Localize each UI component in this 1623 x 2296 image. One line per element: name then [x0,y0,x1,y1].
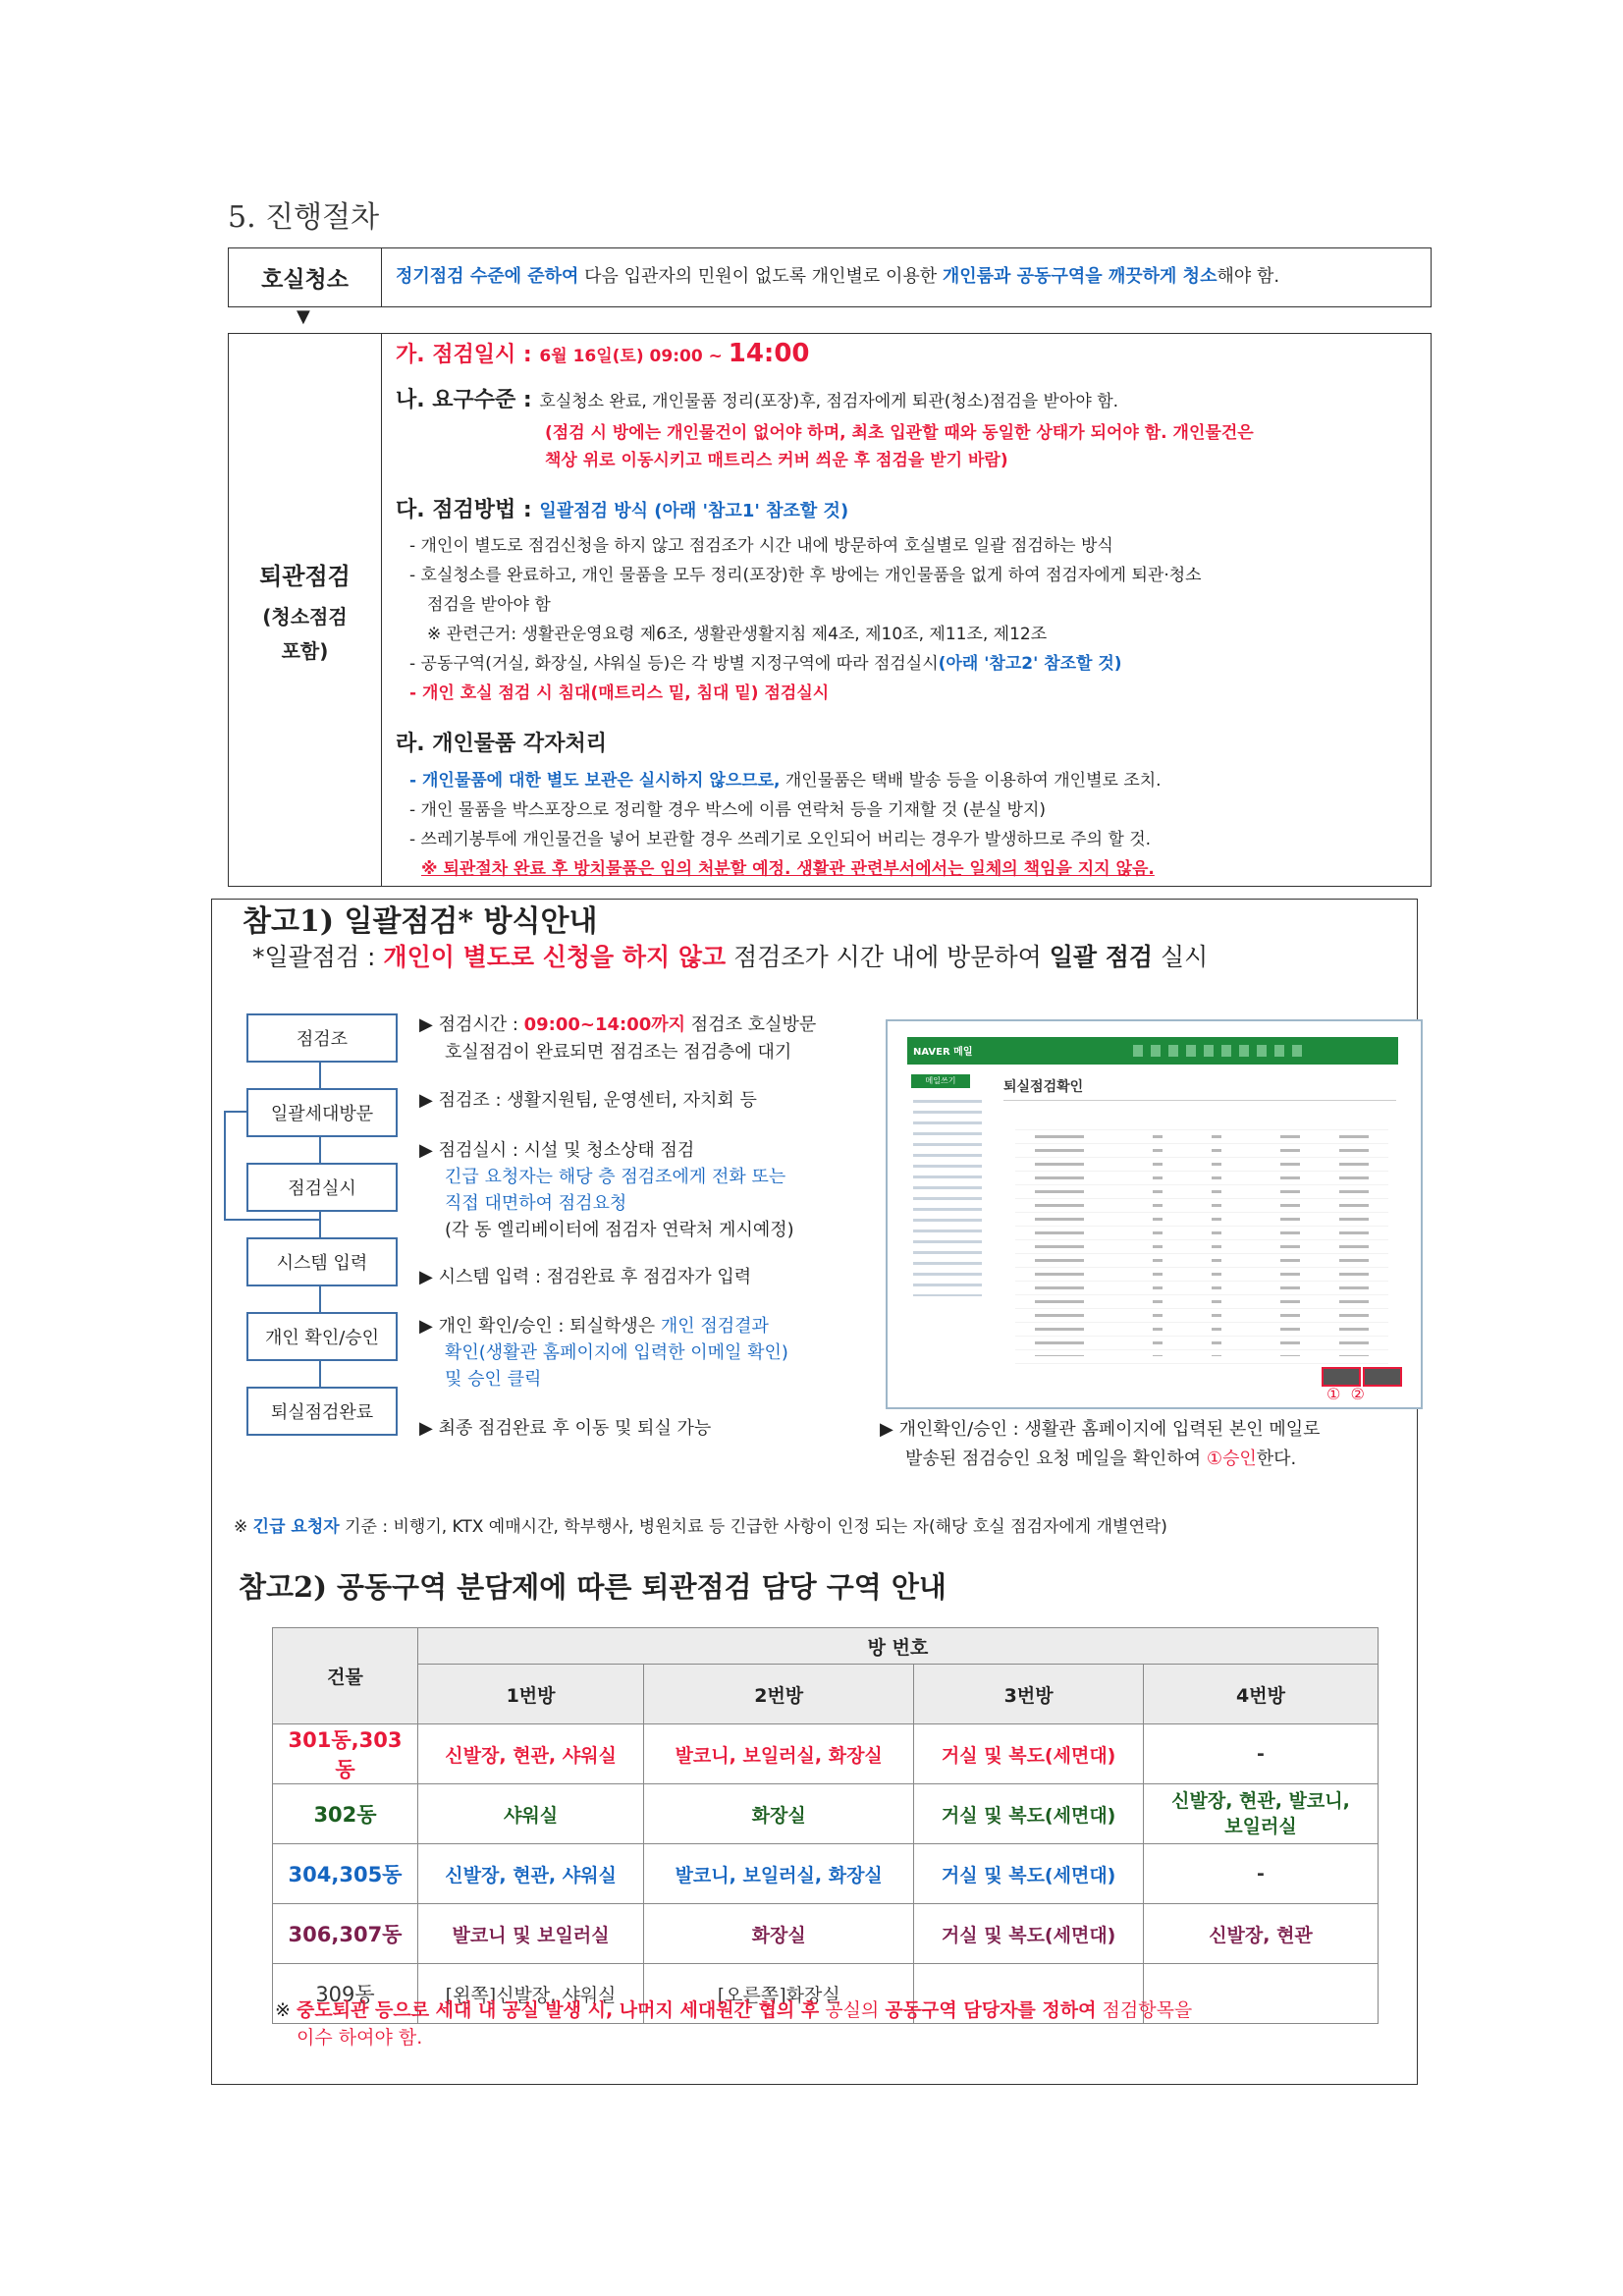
flow-connectors [221,1011,437,1424]
room-cell: 발코니, 보일러실, 화장실 [644,1724,914,1784]
room-cell: [왼쪽]신발장, 샤워실 [418,1964,644,2024]
mail-write-button[interactable]: 메일쓰기 [911,1074,970,1088]
step1-label: 호실청소 [261,267,349,293]
mail-table-col5 [1339,1135,1369,1356]
table-row [273,1904,1379,1964]
ra-label: 라. 개인물품 각자처리 [396,732,607,756]
flow-desc-1b: 호실점검이 완료되면 점검조는 점검층에 대기 [445,1042,792,1063]
mail-table-col4 [1280,1135,1300,1356]
da-line2b: 점검을 받아야 함 [427,595,551,615]
flow-desc-1-red: 09:00~14:00까지 [523,1014,686,1035]
ref1-subtitle [252,938,1208,973]
da-blue: 일괄점검 방식 (아래 '참고1' 참조할 것) [539,501,849,521]
building-cell: 302동 [273,1784,418,1844]
room-cell: 신발장, 현관, 샤워실 [418,1724,644,1784]
na-label: 나. 요구수준 : [396,388,540,412]
flow-desc-5-blue1: 개인 점검결과 [660,1316,769,1337]
step2-label-cell [229,334,382,886]
vacancy-note-pre: ※ [275,1999,297,2021]
vacancy-note-red1: 중도퇴관 등으로 세대 내 공실 발생 시, 나머지 세대원간 협의 후 [296,1999,820,2021]
na-red-line2: 책상 위로 이동시키고 매트리스 커버 씌운 후 점검을 받기 바람) [545,451,1008,470]
step1-desc-end: 해야 함. [1217,266,1280,287]
flow-step-personal-approval: 개인 확인/승인 [246,1312,398,1361]
emergency-note-blue: 긴급 요청자 [252,1517,340,1537]
flow-desc-5-pre: ▶ 개인 확인/승인 : 퇴실학생은 [419,1316,661,1337]
step1-desc [396,264,1279,290]
mail-approve-button[interactable] [1322,1367,1361,1387]
header-room-3: 3번방 [914,1665,1144,1724]
room-cell: - [1144,1724,1379,1784]
mail-table-col1 [1035,1135,1084,1356]
header-room-4: 4번방 [1144,1665,1379,1724]
screenshot-caption-1: ▶ 개인확인/승인 : 생활관 홈페이지에 입력된 본인 메일로 [880,1419,1321,1440]
flow-desc-1 [419,1011,816,1038]
room-cell: 거실 및 복도(세면대) [914,1724,1144,1784]
ga-time: 14:00 [728,339,810,368]
caption-2-end: 한다. [1256,1449,1297,1469]
step1-desc-mid: 다음 입관자의 민원이 없도록 개인별로 이용한 [578,266,943,287]
flow-desc-3c: (각 동 엘리베이터에 점검자 연락처 게시예정) [445,1220,794,1240]
header-building: 건물 [273,1628,418,1724]
header-room-2: 2번방 [644,1665,914,1724]
mail-sidebar [907,1065,996,1359]
room-cell: 화장실 [644,1784,914,1844]
step2-box [228,333,1432,887]
flow-desc-1-pre: ▶ 점검시간 : [419,1014,524,1035]
header-room-1: 1번방 [418,1665,644,1724]
da-line4 [409,651,1122,677]
item-na [396,383,1118,413]
ra-line1 [409,768,1162,793]
table-row [273,1724,1379,1784]
step2-label-line3: 포함) [281,638,329,663]
room-cell: 거실 및 복도(세면대) [914,1844,1144,1904]
screenshot-caption-2 [905,1446,1296,1472]
ra-line3: - 쓰레기봉투에 개인물건을 넣어 보관할 경우 쓰레기로 오인되어 버리는 경우가 발생하므로 주의 할 것. [409,830,1152,849]
vacancy-note-light2: 점검항목을 [1096,1999,1193,2021]
room-cell: 거실 및 복도(세면대) [914,1904,1144,1964]
mail-toolbar-icons [1133,1045,1310,1057]
emergency-note-end: 기준 : 비행기, KTX 예매시간, 학부행사, 병원치료 등 긴급한 사항이 인정 되는 자(해당 호실 점검자에게 개별연락) [339,1517,1167,1537]
na-red-line1: (점검 시 방에는 개인물건이 없어야 하며, 최초 입관할 때와 동일한 상태가 되어야 함. 개인물건은 [545,423,1254,443]
room-cell: 화장실 [644,1904,914,1964]
room-cell: [오른쪽]화장실 [644,1964,914,2024]
room-cell: 신발장, 현관, 발코니, 보일러실 [1144,1784,1379,1844]
room-cell: 신발장, 현관 [1144,1904,1379,1964]
step2-label-line1: 퇴관점검 [259,562,351,590]
da-label: 다. 점검방법 : [396,498,540,522]
flow-desc-3b1: 긴급 요청자는 해당 층 점검조에게 전화 또는 [445,1167,786,1187]
flow-desc-1-end: 점검조 호실방문 [685,1014,817,1035]
flow-step-batch-visit: 일괄세대방문 [246,1088,398,1137]
step1-desc-blue2: 개인룸과 공동구역을 깨끗하게 청소 [942,266,1217,287]
mail-table [1015,1129,1388,1365]
mail-content-title: 퇴실점검확인 [1003,1079,1084,1095]
emergency-note [234,1512,1167,1537]
ref1-sub-pre: *일괄점검 : [252,943,384,971]
item-ga [396,338,810,368]
building-cell: 304,305동 [273,1844,418,1904]
emergency-note-pre: ※ [234,1517,253,1537]
flow-step-complete: 퇴실점검완료 [246,1387,398,1436]
room-cell: 신발장, 현관, 샤워실 [418,1844,644,1904]
flow-desc-3b2: 직접 대면하여 점검요청 [445,1193,627,1214]
vacancy-note [275,1995,1192,2022]
ra-line4: ※ 퇴관절차 완료 후 방치물품은 임의 처분할 예정. 생활관 관련부서에서는 일체의 책임을 지지 않음. [421,859,1155,879]
ref1-sub-bold: 일괄 점검 [1049,943,1154,971]
da-line5: - 개인 호실 점검 시 침대(매트리스 밑, 침대 밑) 점검실시 [409,683,830,703]
da-line3: ※ 관련근거: 생활관운영요령 제6조, 생활관생활지침 제4조, 제10조, 제11조, 제12조 [427,625,1048,644]
vacancy-note-red2: 공동구역 담당자를 정하여 [885,1999,1097,2021]
mail-screenshot [886,1019,1423,1409]
step1-label-cell [229,248,382,306]
mail-content-divider [1003,1100,1396,1101]
na-text: 호실청소 완료, 개인물품 정리(포장)후, 점검자에게 퇴관(청소)점검을 받아야 함. [539,392,1119,411]
step2-label-line2: (청소점검 [262,604,348,629]
zone-table [272,1627,1379,2024]
step1-row [228,247,1432,307]
mail-table-col3 [1212,1135,1221,1356]
da-line2: - 호실청소를 완료하고, 개인 물품을 모두 정리(포장)한 후 방에는 개인물품을 없게 하여 점검자에게 퇴관·청소 [409,566,1202,585]
ref1-sub-mid: 점검조가 시간 내에 방문하여 [726,943,1050,971]
building-cell: 309동 [273,1964,418,2024]
ra-line1-blue: - 개인물품에 대한 별도 보관은 실시하지 않으므로, [409,771,781,791]
flow-desc-2: ▶ 점검조 : 생활지원팀, 운영센터, 자치회 등 [419,1090,757,1111]
da-line1: - 개인이 별도로 점검신청을 하지 않고 점검조가 시간 내에 방문하여 호실별로 일괄 점검하는 방식 [409,536,1113,556]
ref1-title: 참고1) 일괄점검* 방식안내 [243,904,598,939]
flow-step-inspection: 점검실시 [246,1163,398,1212]
item-da [396,493,848,523]
room-cell: 거실 및 복도(세면대) [914,1784,1144,1844]
mail-folder-list [913,1100,982,1296]
vacancy-note-light1: 공실의 [819,1999,886,2021]
vacancy-note-line2: 이수 하여야 함. [297,2027,423,2049]
header-room-number: 방 번호 [418,1628,1379,1665]
table-row [273,1844,1379,1904]
ref1-sub-red: 개인이 별도로 신청을 하지 않고 [383,943,727,971]
flow-step-inspection-team: 점검조 [246,1013,398,1063]
section-title: 5. 진행절차 [228,200,380,235]
flow-desc-5c: 및 승인 클릭 [445,1369,542,1390]
mail-number-marks: ① ② [1326,1385,1365,1403]
building-cell: 306,307동 [273,1904,418,1964]
caption-2-pre: 발송된 점검승인 요청 메일을 확인하여 [905,1449,1207,1469]
flow-desc-5 [419,1313,769,1339]
flow-desc-4: ▶ 시스템 입력 : 점검완료 후 점검자가 입력 [419,1267,752,1287]
building-cell: 301동,303동 [273,1724,418,1784]
mail-brand: NAVER 메일 [913,1047,973,1058]
ga-date: 6월 16일(토) 09:00 ~ [539,347,729,366]
table-row [273,1784,1379,1844]
mail-topbar [907,1037,1398,1065]
da-line4-text: - 공동구역(거실, 화장실, 샤워실 등)은 각 방별 지정구역에 따라 점검실시 [409,654,939,674]
mail-table-col2 [1153,1135,1163,1356]
ref2-title: 참고2) 공동구역 분담제에 따른 퇴관점검 담당 구역 안내 [239,1570,947,1604]
ga-label: 가. 점검일시 : [396,343,540,367]
ra-line2: - 개인 물품을 박스포장으로 정리할 경우 박스에 이름 연락처 등을 기재할 것 (분실 방지) [409,800,1046,820]
room-cell: 발코니, 보일러실, 화장실 [644,1844,914,1904]
ra-line1-text: 개인물품은 택배 발송 등을 이용하여 개인별로 조치. [780,771,1162,791]
room-cell: 샤워실 [418,1784,644,1844]
flow-desc-3: ▶ 점검실시 : 시설 및 청소상태 점검 [419,1140,695,1161]
flow-desc-5b: 확인(생활관 홈페이지에 입력한 이메일 확인) [445,1342,788,1363]
da-line4-blue: (아래 '참고2' 참조할 것) [938,654,1122,674]
room-cell: 발코니 및 보일러실 [418,1904,644,1964]
mail-reject-button[interactable] [1363,1367,1402,1387]
room-cell: - [1144,1844,1379,1904]
flow-step-system-input: 시스템 입력 [246,1237,398,1286]
caption-2-red: ①승인 [1206,1449,1257,1469]
flow-desc-6: ▶ 최종 점검완료 후 이동 및 퇴실 가능 [419,1418,712,1439]
down-arrow: ▼ [297,306,310,327]
step1-desc-blue1: 정기점검 수준에 준하여 [396,266,579,287]
ref1-sub-end: 실시 [1153,943,1209,971]
